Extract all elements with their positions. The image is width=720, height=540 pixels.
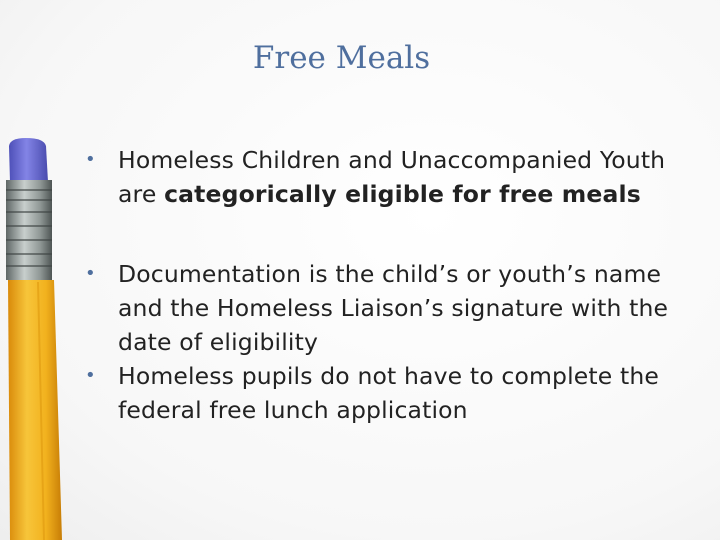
bullet-list — [85, 143, 695, 427]
bullet-text: Documentation is the child’s or youth’s name and the Homeless Liaison’s signature with the date of eligibility — [118, 260, 669, 356]
bullet-text: Homeless Children and Unaccompanied Youth are — [118, 146, 666, 208]
bullet-text: Homeless pupils do not have to complete the federal free lunch application — [118, 362, 660, 424]
bullet-item-eligibility — [85, 143, 695, 211]
pencil-icon — [0, 0, 70, 540]
bullet-emphasis: categorically eligible for free meals — [164, 180, 641, 208]
bullet-dot-icon: • — [85, 365, 96, 386]
bullet-item-documentation — [85, 257, 695, 359]
bullet-dot-icon: • — [85, 263, 96, 284]
slide-title: Free Meals — [252, 40, 431, 76]
bullet-dot-icon: • — [85, 149, 96, 170]
bullet-item-application — [85, 359, 695, 427]
